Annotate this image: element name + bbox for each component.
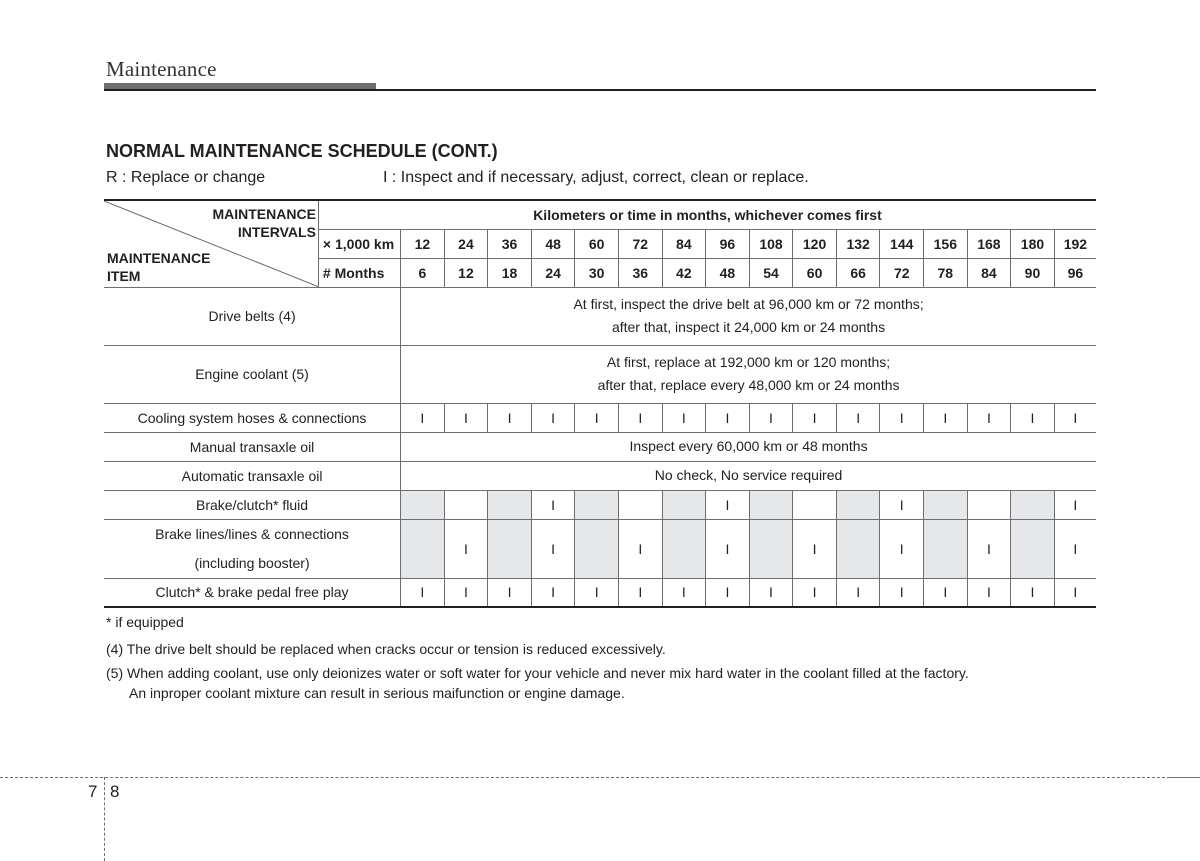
schedule-cell xyxy=(618,490,662,519)
legend-replace: R : Replace or change xyxy=(106,169,266,186)
maintenance-item: Brake/clutch* fluid xyxy=(104,490,401,519)
schedule-cell: I xyxy=(444,519,488,578)
months-value: 24 xyxy=(531,258,575,287)
schedule-cell xyxy=(662,519,706,578)
schedule-cell: I xyxy=(924,403,968,432)
schedule-note xyxy=(401,461,1096,490)
page-number: 8 xyxy=(110,782,120,801)
schedule-cell: I xyxy=(793,403,837,432)
schedule-cell: I xyxy=(1011,578,1055,607)
schedule-cell xyxy=(444,490,488,519)
maintenance-item: Engine coolant (5) xyxy=(104,345,401,403)
maintenance-item-label-cont: (including booster) xyxy=(194,554,310,571)
schedule-cell: I xyxy=(1054,578,1096,607)
schedule-note-line: At first, inspect the drive belt at 96,000 km or 72 months; xyxy=(573,296,924,312)
schedule-cell xyxy=(749,490,793,519)
schedule-cell: I xyxy=(967,578,1011,607)
km-value: 180 xyxy=(1011,229,1055,258)
schedule-cell: I xyxy=(967,403,1011,432)
schedule-cell xyxy=(967,490,1011,519)
schedule-cell xyxy=(924,519,968,578)
section-title: NORMAL MAINTENANCE SCHEDULE (CONT.) xyxy=(106,141,498,161)
maintenance-schedule-table xyxy=(104,199,1096,608)
schedule-note-line: No check, No service required xyxy=(654,467,843,483)
months-value: 42 xyxy=(662,258,706,287)
schedule-cell xyxy=(749,519,793,578)
schedule-cell: I xyxy=(531,519,575,578)
table-row xyxy=(104,403,1096,432)
schedule-cell: I xyxy=(706,519,750,578)
km-value: 60 xyxy=(575,229,619,258)
schedule-cell: I xyxy=(618,519,662,578)
maintenance-item: Automatic transaxle oil xyxy=(104,461,401,490)
km-value: 96 xyxy=(706,229,750,258)
schedule-cell: I xyxy=(880,403,924,432)
footnote-5-continued: An inproper coolant mixture can result in serious maifunction or engine damage. xyxy=(129,685,625,701)
footnote-4: (4) The drive belt should be replaced when cracks occur or tension is reduced excessively. xyxy=(106,641,666,657)
schedule-cell: I xyxy=(401,578,445,607)
maintenance-item-label: Brake lines/lines & connections xyxy=(155,525,349,542)
schedule-note xyxy=(401,432,1096,461)
months-value: 18 xyxy=(488,258,532,287)
schedule-cell: I xyxy=(662,578,706,607)
footnote-5: (5) When adding coolant, use only deionizes water or soft water for your vehicle and never mix hard water in the coolant filled at the factory. xyxy=(106,665,969,681)
header-rule xyxy=(104,89,1096,91)
schedule-cell: I xyxy=(531,490,575,519)
schedule-cell: I xyxy=(706,490,750,519)
months-value: 60 xyxy=(793,258,837,287)
months-value: 78 xyxy=(924,258,968,287)
schedule-cell: I xyxy=(618,403,662,432)
km-unit-label: × 1,000 km xyxy=(318,229,400,258)
schedule-cell xyxy=(401,519,445,578)
km-value: 168 xyxy=(967,229,1011,258)
schedule-cell xyxy=(836,519,880,578)
months-unit-label: # Months xyxy=(318,258,400,287)
schedule-cell xyxy=(1011,490,1055,519)
schedule-cell: I xyxy=(1054,490,1096,519)
schedule-cell: I xyxy=(531,403,575,432)
schedule-cell: I xyxy=(967,519,1011,578)
km-value: 156 xyxy=(924,229,968,258)
schedule-cell: I xyxy=(706,403,750,432)
schedule-cell xyxy=(575,490,619,519)
km-value: 192 xyxy=(1054,229,1096,258)
schedule-cell xyxy=(1011,519,1055,578)
maintenance-item xyxy=(104,519,401,578)
table-header-row xyxy=(104,200,1096,229)
schedule-cell: I xyxy=(706,578,750,607)
corner-item-label: MAINTENANCE ITEM xyxy=(107,249,211,284)
schedule-cell: I xyxy=(793,519,837,578)
schedule-cell: I xyxy=(618,578,662,607)
footer-divider-end xyxy=(1168,777,1200,778)
months-value: 48 xyxy=(706,258,750,287)
km-value: 108 xyxy=(749,229,793,258)
km-value: 132 xyxy=(836,229,880,258)
km-value: 144 xyxy=(880,229,924,258)
schedule-cell: I xyxy=(444,578,488,607)
km-value: 120 xyxy=(793,229,837,258)
km-value: 72 xyxy=(618,229,662,258)
schedule-cell: I xyxy=(488,403,532,432)
maintenance-item: Drive belts (4) xyxy=(104,287,401,345)
months-value: 54 xyxy=(749,258,793,287)
schedule-cell: I xyxy=(793,578,837,607)
table-row xyxy=(104,461,1096,490)
schedule-cell: I xyxy=(880,519,924,578)
schedule-cell: I xyxy=(749,578,793,607)
table-row xyxy=(104,490,1096,519)
schedule-cell: I xyxy=(1054,519,1096,578)
schedule-cell: I xyxy=(880,490,924,519)
schedule-cell xyxy=(401,490,445,519)
months-value: 96 xyxy=(1054,258,1096,287)
schedule-note-line: after that, replace every 48,000 km or 24 months xyxy=(597,377,900,393)
footer-divider xyxy=(0,777,1200,778)
corner-intervals-label: MAINTENANCE INTERVALS xyxy=(212,206,316,240)
schedule-cell: I xyxy=(575,403,619,432)
schedule-cell: I xyxy=(1054,403,1096,432)
months-value: 36 xyxy=(618,258,662,287)
months-value: 6 xyxy=(401,258,445,287)
table-row xyxy=(104,519,1096,578)
km-value: 24 xyxy=(444,229,488,258)
months-value: 30 xyxy=(575,258,619,287)
km-value: 48 xyxy=(531,229,575,258)
km-value: 36 xyxy=(488,229,532,258)
schedule-cell xyxy=(836,490,880,519)
schedule-cell: I xyxy=(1011,403,1055,432)
schedule-cell: I xyxy=(488,578,532,607)
maintenance-item: Manual transaxle oil xyxy=(104,432,401,461)
months-value: 66 xyxy=(836,258,880,287)
months-value: 84 xyxy=(967,258,1011,287)
maintenance-item: Cooling system hoses & connections xyxy=(104,403,401,432)
km-value: 84 xyxy=(662,229,706,258)
table-row xyxy=(104,432,1096,461)
schedule-note-line: after that, inspect it 24,000 km or 24 months xyxy=(611,319,886,335)
months-value: 90 xyxy=(1011,258,1055,287)
table-row xyxy=(104,578,1096,607)
schedule-cell: I xyxy=(444,403,488,432)
interval-span-header: Kilometers or time in months, whichever comes first xyxy=(318,200,1096,229)
table-row xyxy=(104,287,1096,345)
km-value: 12 xyxy=(401,229,445,258)
page-header-title: Maintenance xyxy=(106,57,217,81)
schedule-note-line: Inspect every 60,000 km or 48 months xyxy=(629,438,868,454)
schedule-note xyxy=(401,287,1096,345)
schedule-cell xyxy=(488,519,532,578)
months-value: 12 xyxy=(444,258,488,287)
schedule-note xyxy=(401,345,1096,403)
schedule-cell: I xyxy=(662,403,706,432)
months-value: 72 xyxy=(880,258,924,287)
schedule-cell: I xyxy=(575,578,619,607)
schedule-cell: I xyxy=(531,578,575,607)
table-corner-header xyxy=(104,200,318,287)
schedule-cell: I xyxy=(836,578,880,607)
footnote-if-equipped: * if equipped xyxy=(106,614,184,630)
table-row xyxy=(104,345,1096,403)
schedule-cell: I xyxy=(401,403,445,432)
schedule-cell: I xyxy=(924,578,968,607)
schedule-cell xyxy=(575,519,619,578)
schedule-cell: I xyxy=(749,403,793,432)
schedule-cell: I xyxy=(836,403,880,432)
schedule-note-line: At first, replace at 192,000 km or 120 months; xyxy=(606,354,891,370)
schedule-cell xyxy=(488,490,532,519)
footer-vertical-divider xyxy=(104,777,105,861)
maintenance-item: Clutch* & brake pedal free play xyxy=(104,578,401,607)
legend-inspect: I : Inspect and if necessary, adjust, correct, clean or replace. xyxy=(383,169,809,186)
schedule-cell xyxy=(793,490,837,519)
schedule-cell xyxy=(662,490,706,519)
chapter-number: 7 xyxy=(88,782,98,801)
schedule-cell xyxy=(924,490,968,519)
schedule-cell: I xyxy=(880,578,924,607)
